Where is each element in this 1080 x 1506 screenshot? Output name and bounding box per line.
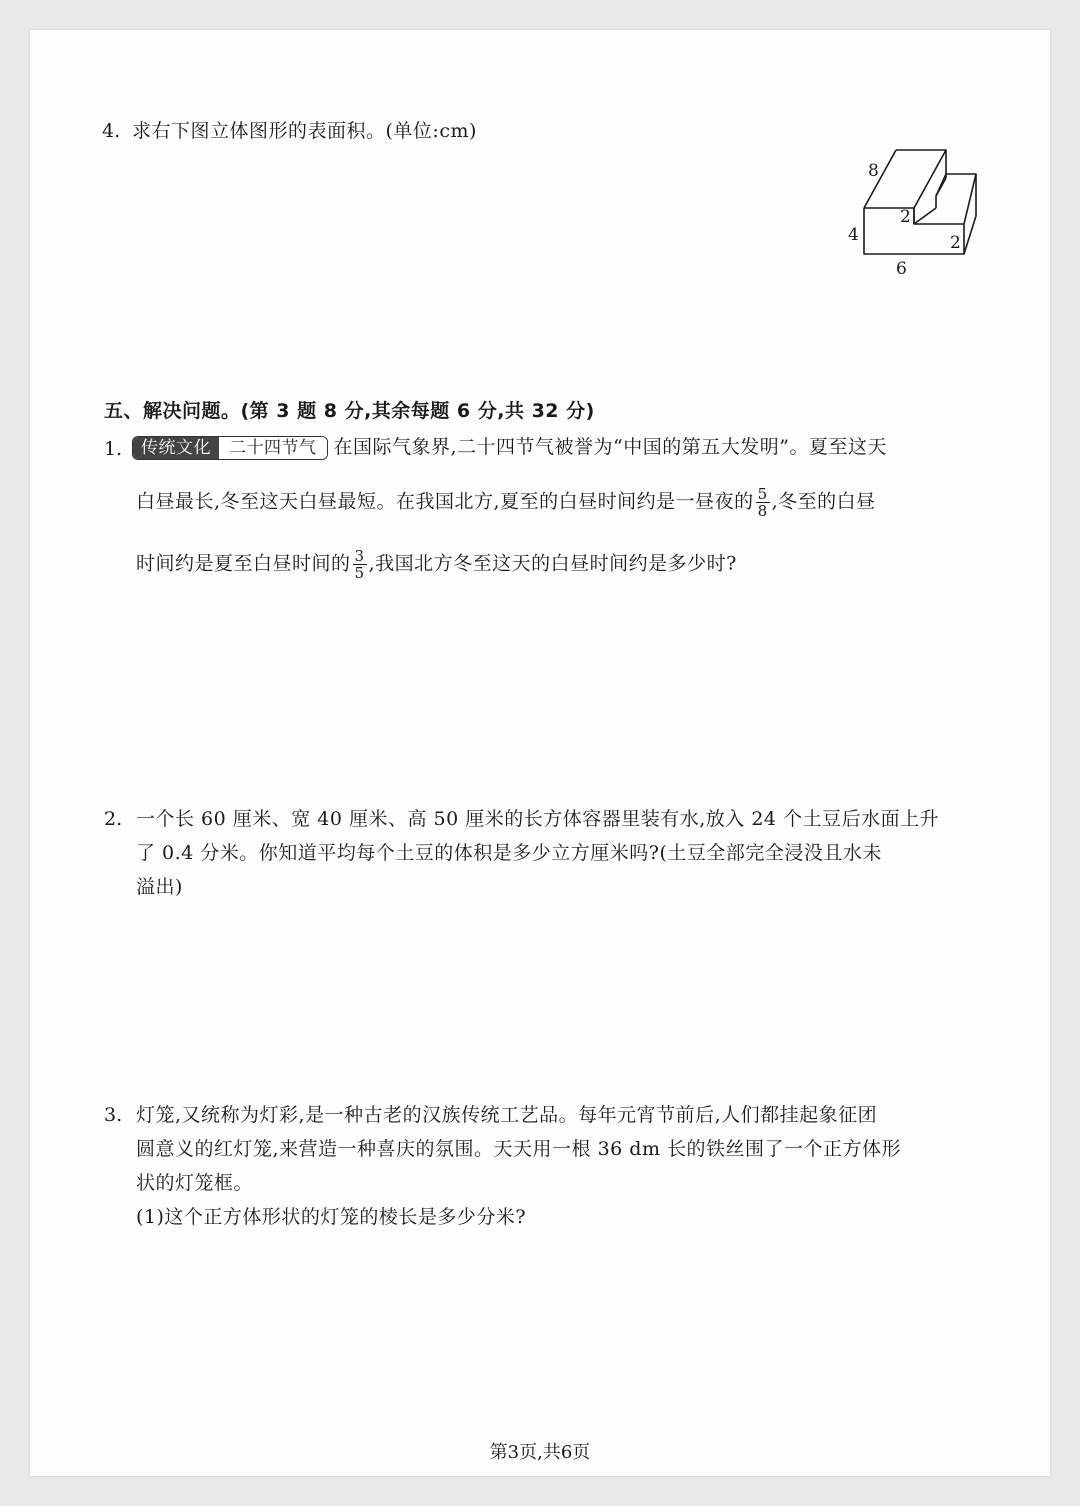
label-length-6: 6 [896, 259, 907, 279]
frac1-den: 8 [757, 502, 768, 520]
p2-line-2: 了 0.4 分米。你知道平均每个土豆的体积是多少立方厘米吗?(土豆全部完全浸没且水未 [136, 842, 882, 864]
p1-line-1 [132, 434, 887, 460]
q4-number: 4. [102, 120, 121, 142]
frac2-den: 5 [354, 564, 365, 582]
page-number-footer: 第3页,共6页 [489, 1442, 591, 1463]
p1-line-3 [136, 548, 737, 581]
p3-line-3: 状的灯笼框。 [136, 1172, 254, 1194]
frac1-num: 5 [757, 485, 768, 503]
p2-number: 2. [104, 808, 123, 830]
p3-number: 3. [104, 1104, 123, 1126]
frac2-num: 3 [354, 547, 365, 565]
label-depth-8: 8 [868, 161, 879, 181]
label-height-4: 4 [848, 225, 859, 245]
p3-line-1: 灯笼,又统称为灯彩,是一种古老的汉族传统工艺品。每年元宵节前后,人们都挂起象征团 [136, 1104, 878, 1126]
p2-line-3: 溢出) [136, 876, 183, 898]
p1-line-2 [136, 486, 876, 519]
tag-solar-terms: 二十四节气 [219, 437, 327, 459]
fraction-5-8 [756, 486, 770, 519]
p1-line-2-pre: 白昼最长,冬至这天白昼最短。在我国北方,夏至的白昼时间约是一昼夜的 [136, 490, 754, 513]
tag-traditional-culture: 传统文化 [133, 437, 219, 459]
p1-number: 1. [104, 438, 123, 460]
p1-line-2-post: ,冬至的白昼 [771, 490, 876, 513]
p2-line-1: 一个长 60 厘米、宽 40 厘米、高 50 厘米的长方体容器里装有水,放入 24 个土豆后水面上升 [136, 808, 940, 830]
q4-text: 求右下图立体图形的表面积。(单位:cm) [132, 120, 477, 142]
p1-line-3-pre: 时间约是夏至白昼时间的 [136, 552, 351, 575]
p3-line-2: 圆意义的红灯笼,来营造一种喜庆的氛围。天天用一根 36 dm 长的铁丝围了一个正方体形 [136, 1138, 902, 1160]
label-step-height-2a: 2 [900, 207, 911, 227]
stepped-solid-figure [830, 140, 990, 280]
worksheet-page [30, 30, 1050, 1476]
section-heading: 五、解决问题。(第 3 题 8 分,其余每题 6 分,共 32 分) [104, 400, 595, 422]
fraction-3-5 [353, 548, 367, 581]
p1-line-1-text: 在国际气象界,二十四节气被誉为“中国的第五大发明”。夏至这天 [333, 436, 887, 458]
p1-topic-tag [132, 436, 328, 460]
label-step-height-2b: 2 [950, 233, 961, 253]
p1-line-3-post: ,我国北方冬至这天的白昼时间约是多少时? [368, 552, 737, 575]
p3-sub-question-1: (1)这个正方体形状的灯笼的棱长是多少分米? [136, 1206, 527, 1228]
